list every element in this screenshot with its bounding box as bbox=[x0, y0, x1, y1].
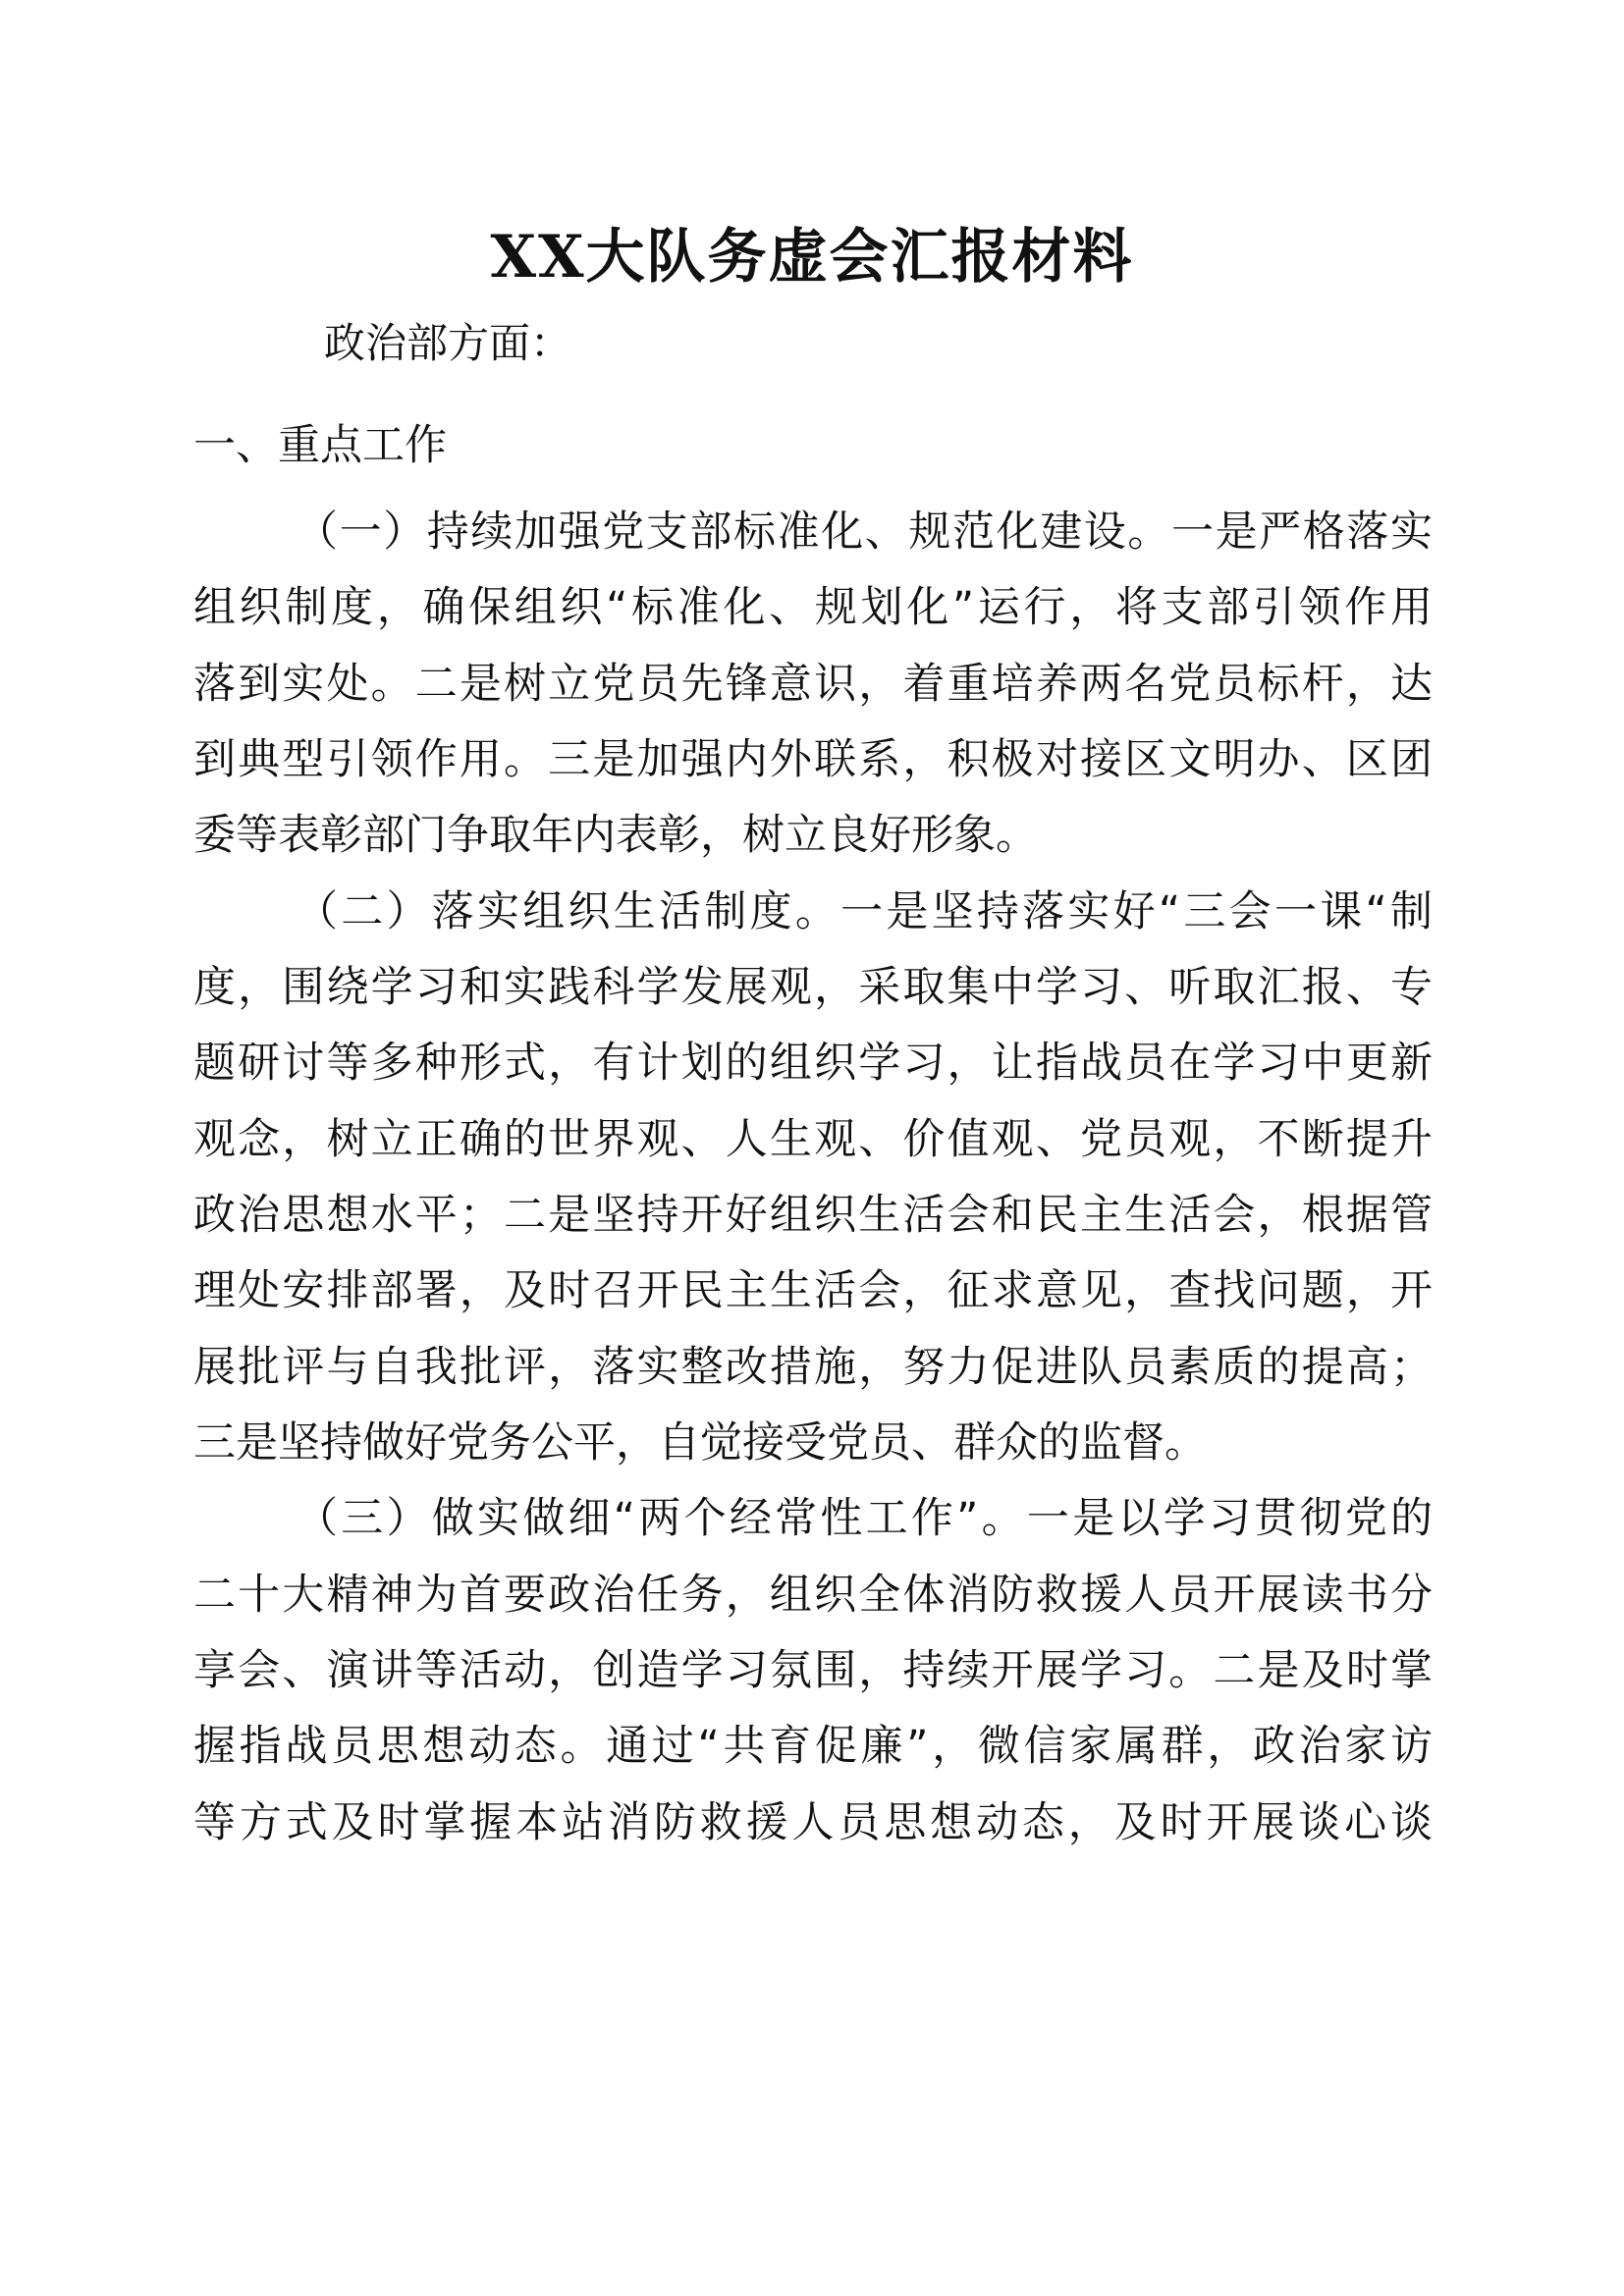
paragraph-line: 握指战员思想动态。通过“共育促廉”，微信家属群，政治家访 bbox=[193, 1722, 1433, 1771]
paragraph-line: 理处安排部署，及时召开民主生活会，征求意见，查找问题，开 bbox=[193, 1266, 1433, 1315]
paragraph-line: 组织制度，确保组织“标准化、规划化”运行，将支部引领作用 bbox=[193, 583, 1433, 632]
paragraph-line: 题研讨等多种形式，有计划的组织学习，让指战员在学习中更新 bbox=[193, 1039, 1433, 1088]
paragraph-line: 展批评与自我批评，落实整改措施，努力促进队员素质的提高； bbox=[193, 1343, 1433, 1392]
paragraph-line: 享会、演讲等活动，创造学习氛围，持续开展学习。二是及时掌 bbox=[193, 1646, 1433, 1695]
document-title: XX大队务虚会汇报材料 bbox=[490, 223, 1134, 292]
section-heading-key-work: 一、重点工作 bbox=[193, 421, 447, 470]
paragraph-line: 观念，树立正确的世界观、人生观、价值观、党员观，不断提升 bbox=[193, 1115, 1433, 1164]
paragraph-line: 委等表彰部门争取年内表彰，树立良好形象。 bbox=[193, 811, 1038, 860]
paragraph-line: 政治思想水平；二是坚持开好组织生活会和民主生活会，根据管 bbox=[193, 1191, 1433, 1240]
paragraph-line: 落到实处。二是树立党员先锋意识，着重培养两名党员标杆，达 bbox=[193, 660, 1433, 709]
paragraph-line: 度，围绕学习和实践科学发展观，采取集中学习、听取汇报、专 bbox=[193, 963, 1433, 1012]
paragraph-line: （二）落实组织生活制度。一是坚持落实好“三会一课“制 bbox=[296, 887, 1433, 936]
paragraph-line: 等方式及时掌握本站消防救援人员思想动态，及时开展谈心谈 bbox=[193, 1798, 1433, 1847]
paragraph-line: 二十大精神为首要政治任务，组织全体消防救援人员开展读书分 bbox=[193, 1571, 1433, 1620]
paragraph-line: 到典型引领作用。三是加强内外联系，积极对接区文明办、区团 bbox=[193, 735, 1433, 784]
subtitle-political-department: 政治部方面： bbox=[324, 319, 572, 367]
paragraph-line: 三是坚持做好党务公平，自觉接受党员、群众的监督。 bbox=[193, 1418, 1207, 1468]
paragraph-line: （一）持续加强党支部标准化、规范化建设。一是严格落实 bbox=[296, 507, 1433, 557]
paragraph-line: （三）做实做细“两个经常性工作”。一是以学习贯彻党的 bbox=[296, 1494, 1433, 1543]
